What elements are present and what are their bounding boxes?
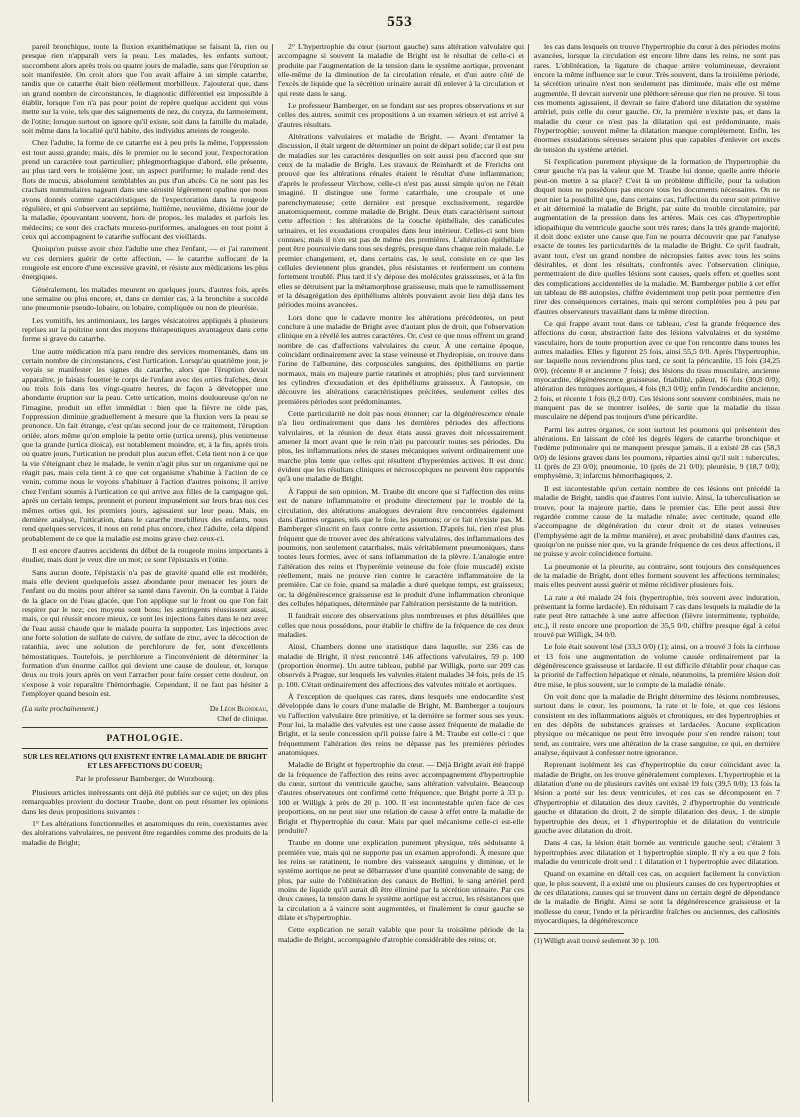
section-rule — [22, 748, 268, 749]
paragraph: Maladie de Bright et hypertrophie du cœur. — Déjà Bright avait été frappé de la fréquence de l'affection des reins avec accompagnement d'hypertrophie du cœur, surtout du ventricule gauche, sans altération valvulaire. Beaucoup d'autres observateurs ont confirmé cette fréquence, que Bright porte à 33 p. 100 et Willigk à près de 20 p. 100. Il est incontestable qu'en face de ces proportions, on ne peut nier une relation de cause à effet entre la maladie de Bright et l'hypertrophie du cœur. Mais par quel mécanisme celle-ci est-elle produite? — [278, 760, 524, 835]
footnote-rule — [534, 933, 624, 934]
paragraph: Ce qui frappe avant tout dans ce tableau, c'est la grande fréquence des affections du cœur, abstraction faite des lésions valvulaires et du système vasculaire, hors de toute proportion avec ce que l'on rencontre dans toutes les autres maladies. Elles y figurent 25 fois, ainsi 55,5 0/0. Après l'hypertrophie, sur laquelle nous reviendrons plus tard, ce sont la péricardite, 15 fois (34,25 0/0), (récente 8 et ancienne 7 fois); des lésions du tissu musculaire, ancienne myocardite, dégénérescence graisseuse, friabilité, pâleur, 16 fois (30,8 0/0); altération des tuniques aortiques, 4 fois (8,3 0/0); enfin l'endocardite ancienne, 2 fois, et récente 1 fois (6,2 0/0). Ces lésions sont souvent combinées, mais ne manquent pas de se montrer isolées, de sorte que la maladie du tissu musculaire ne dépend pas toujours d'une péricardite. — [534, 318, 780, 422]
article-title: SUR LES RELATIONS QUI EXISTENT ENTRE LA MALADIE DE BRIGHT ET LES AFFECTIONS DU COEUR; — [23, 753, 267, 770]
paragraph: Parmi les autres organes, ce sont surtout les poumons qui présentent des altérations. En laissant de côté les degrés légers de catarrhe bronchique et l'œdème pulmonaire qui ne manquent presque jamais, il a existé 28 cas (58,3 0/0) de lésions graves dans les poumons, réparties ainsi qu'il suit : tubercules, 11 (près de 23 0/0); pneumonie, 10 (près de 21 0/0); pleurésie, 9 (18,7 0/0); emphysème, 3; infarctus hémorrhagiques, 2. — [534, 424, 780, 481]
paragraph: Les vomitifs, les antimoniaux, les larges vésicatoires appliqués à plusieurs reprises sur la poitrine sont des moyens thérapeutiques avantageux dans cette forme si grave du catarrhe. — [22, 315, 268, 344]
paragraph: Cette explication ne serait valable que pour la troisième période de la maladie de Bright, accompagnée d'atrophie considérable des reins; or, — [278, 925, 524, 944]
signature-block — [22, 704, 268, 723]
column-right — [534, 42, 780, 1102]
paragraph: On voit donc que la maladie de Bright détermine des lésions nombreuses, surtout dans le cœur, les poumons, la rate et le foie, et que ces lésions consistent en des inflammations aiguës et chroniques, en des hypertrophies et en des dépôts de substances graisses et lardacées. Aucune explication physique ou mécanique ne peut être invoquée pour s'en rendre raison; tout tend, au contraire, vers une altération de la crase sanguine, ce qui, en dernière analyse, équivaut à confesser notre ignorance. — [534, 692, 780, 758]
paragraph: Reprenant isolément les cas d'hypertrophie du cœur coïncidant avec la maladie de Bright, on les trouve généralement complexes. L'hypertrophie et la dilatation d'une ou de plusieurs cavités ont existé 19 fois (39,5 0/0); 13 fois la lésion a porté sur les deux ventricules, et ces cas se décomposent en 7 d'hypertrophie et dilatation des deux cavités, 2 d'hypertrophie du ventricule gauche et dilatation du droit, 2 de simple dilatation des deux, 1 de simple hypertrophie des deux, et 1 d'hypertrophie et de dilatation du ventricule gauche avec dilatation du droit. — [534, 760, 780, 835]
paragraph: Dans 4 cas, la lésion était bornée au ventricule gauche seul; c'étaient 3 hypertrophies avec dilatation et 1 hypertrophie simple. Il n'y a eu que 2 fois maladie du ventricule droit seul : 1 dilatation et 1 hypertrophie avec dilatation. — [534, 838, 780, 866]
article-byline: Par le professeur Bamberger, de Wurzbourg. — [75, 773, 215, 783]
paragraph: Le foie était souvent lésé (33,3 0/0) (1); ainsi, on a trouvé 3 fois la cirrhose et 13 fois une augmentation de volume causée ordinairement par la dégénérescence graisseuse et lardacée. Il est difficile d'établir pour chaque cas la priorité de l'affection hépatique et rénale, néanmoins, la première lésion doit être mise, le plus souvent, sur le compte de la maladie rénale. — [534, 642, 780, 689]
paragraph: Le professeur Bamberger, en se fondant sur ses propres observations et sur celles des autres, soumit ces propositions à un examen sérieux et est arrivé à d'autres résultats. — [278, 101, 524, 129]
paragraph: À l'appui de son opinion, M. Traube dit encore que si l'affection des reins est de nature inflammatoire et produite directement par le trouble de la circulation, des altérations analogues devraient être rencontrées également dans d'autres organes, tels que le foie, les poumons; or ce fait n'existe pas. M. Bamberger s'inscrit en faux contre cette assertion. D'après lui, rien n'est plus fréquent que de trouver avec des altérations valvulaires, des inflammations des poumons, non seulement catarrhales, mais véritablement pneumoniques, dans toutes leurs formes, avec et sans inflammation de la plèvre. L'analogie entre l'altération des reins et l'hyperémie veineuse du foie (foie muscadé) existe réellement, mais ne prouve rien contre le caractère inflammatoire de la première. Car ce foie, quand sa maladie a duré quelque temps, est graisseux; or, la dégénérescence graisseuse est le produit d'une inflammation chronique des cellules hépatiques, déterminée par l'altération persistante de la nutrition. — [278, 486, 524, 608]
paragraph: Quoiqu'on puisse avoir chez l'adulte une chez l'enfant, — et j'ai rarement vu ces derniers guérir de cette affection, — le catarrhe suffocant de la rougeole est encore d'une excessive gravité, et résiste aux médications les plus énergiques. — [22, 244, 268, 282]
paragraph: Altérations valvulaires et maladie de Bright. — Avant d'entamer la discussion, il était urgent de déterminer un point de départ solide; car il est peu de maladies sur les caractères desquelles on soit aussi peu d'accord que sur ceux de la maladie de Bright. Les travaux de Reinhardt et de Frerichs ont prouvé que les altérations rénales étaient le résultat d'une inflammation; d'après le professeur Virchow, celle-ci n'est pas aussi simple qu'on ne l'était imaginé. Il distingue une forme catarrhale, une croupale et une parenchymateuse; cette dernière est presque exclusivement, regardée anatomiquement, comme maladie de Bright. Deux états caractérisent surtout cette affection : les altérations de la couche épithéliale, des canalicules urinaires, et les exsudations croupales dans leur intérieur. Celles-ci sont bien connues; mais il n'en est pas de même des premières. L'altération épithéliale peut être poursuivie dans tous ses degrés, presque dans chaque rein malade. Le premier changement, et, dans certains cas, le seul, consiste en ce que les cellules deviennent plus grandes, plus résistantes et renferment un contenu fortement troublé. Plus tard il s'y dépose des molécules graisseuses, et à la fin elles se détruisent par la métamorphose graisseuse, mais que le ramollissement et la désagrégation des épithéliums altérés pouvaient avoir lieu déjà dans les périodes moins avancées. — [278, 132, 524, 310]
paragraph: Chez l'adulte, la forme de ce catarrhe est à peu près la même, l'oppression est tout aussi grande; mais, dès le premier ou le second jour, l'expectoration prend un caractère tout particulier; phlegmorrhagique d'abord, elle présente, au plus tard vers le troisième jour, un aspect puriforme; le malade rend des flots de mucus, absolument semblables au pus d'un abcès. Ce ne sont pas les crachats nummulaires nageant dans une sérosité légèrement opaline que nous avons donnés comme caractéristiques de l'expectoration dans la rougeole régulière, et qui s'observent au septième, huitième, neuvième, dixième jour de la maladie, épouvantant souvent, hors de propos, les malades et parfois les médecins; ce sont des crachats muceso-puriformes, analogues en tout point à ceux qui accompagnent le catarrhe suffocant des vieillards. — [22, 138, 268, 241]
paragraph: 1° Les altérations fonctionnelles et anatomiques du rein, coexistantes avec des altérations valvulaires, ne peuvent être regardées comme des produits de la maladie de Bright; — [22, 818, 268, 847]
paragraph: Une autre médication m'a paru rendre des services momentanés, dans un certain nombre de circonstances, c'est l'urtication. Lorsqu'au quatrième jour, je voyais se manifester les signes du catarrhe, alors que l'éruption devait apparaître, je faisais fouetter le corps de l'enfant avec des orties fraîches, deux ou trois fois dans les vingt-quatre heures, de façon à développer une abondante éruption sur la peau. Cette urtication, moins douloureuse qu'on ne l'imagine, produit un effet immédiat : bien que la fièvre ne cède pas, l'oppression diminue graduellement à mesure que la fluxion vers la peau se prononce. Un fait étrange, c'est qu'au second jour de ce traitement, l'éruption ortiée, alors même qu'on emploie la petite ortie (urtica urens), plus venimeuse que la grande (urtica dioica), est notablement moindre, et, à la fin, après trois ou quatre jours, l'urtication ne produit plus aucun effet. Cela tient non à ce que la vie s'éteignant chez le malade, le venin n'agit plus sur un organisme qui ne réagit pas, mais cela tient à ce que cet organisme s'habitue à l'action de ce venin, comme nous le voyons s'habituer à l'action d'autres poisons; il arrive chez l'enfant soumis à l'urtication ce qui arrive aux filles de la campagne qui, après un certain temps, prennent et portent impunément sur leurs bras nus ces mêmes orties qui, les premiers jours, agissaient sur leur peau. Mais, en dernière analyse, l'urtication, dans le catarrhe morbilleux des enfants, nous rend quelques services, il nous en rend plus encore, chez l'adulte, cela dépend probablement de ce que la maladie est moins grave chez ceux-ci. — [22, 346, 268, 543]
paragraph: Plusieurs articles intéressants ont déjà été publiés sur ce sujet; un des plus remarquables provient du docteur Traube, dont on peut résumer les opinions dans les deux propositions suivantes : — [22, 787, 268, 816]
paragraph: Quand on examine en détail ces cas, on acquiert facilement la conviction que, le plus souvent, il a existé une ou plusieurs causes de ces hypertrophies et de ces dilatations, causes qui se trouvent dans un certain degré de dépendance de la maladie de Bright. Ainsi se sont la dégénérescence graisseuse et la mollesse du cœur, l'endo et la péricardite fraîches ou anciennes, des callosités myocardiques, la dégénérescence — [534, 869, 780, 925]
column-divider — [528, 44, 529, 1102]
author-name: Dr Léon Blondeau, — [209, 704, 268, 714]
paragraph: Généralement, les malades meurent en quelques jours, d'autres fois, après une semaine ou plus encore, et, dans ce dernier cas, à la bronchite a succédé une pneumonie pseudo-lobaire, ou lobaire, compliquée ou non de pleurésie. — [22, 284, 268, 313]
column-divider — [272, 44, 273, 1102]
paragraph: Il est encore d'autres accidents du début de la rougeole moins importants à étudier, mais dont je veux dire un mot; ce sont l'épistaxis et l'otite. — [22, 545, 268, 565]
paragraph: Si l'explication purement physique de la formation de l'hypertrophie du cœur gauche n'a pas la valeur que M. Traube lui donne, quelle autre théorie peut-on mettre à sa place? C'est là un problème difficile, pour la solution duquel nous ne possédons pas encore tous les documents nécessaires. On ne peut nier la possibilité que, dans certains cas, l'affection du cœur soit primitive et ait déterminé la maladie de Bright, par suite du trouble circulatoire, par augmentation de la pression dans les artères. Mais ces cas d'hypertrophie idiopathique du ventricule gauche sont très rares; dans la très grande majorité, il doit donc exister une cause que l'on ne pourra découvrir que par l'analyse exacte de toutes les particularités de la maladie de Bright. Ce qu'il faudrait, avant tout, c'est un grand nombre de nécropsies faites avec tous les soins désirables, et dont les résultats, confrontés avec l'observation clinique, permettraient de dire quelles lésions sont causes, quels effets et quelles sont des complications accidentelles de la maladie. M. Bamberger publie à cet effet un tableau de 88 autopsies, chiffre évidemment trop petit pour permettre d'en tirer des conséquences certaines, mais qui seront complétées peu à peu par d'autres observateurs travaillant dans la même direction. — [534, 157, 780, 316]
paragraph: les cas dans lesquels on trouve l'hypertrophie du cœur à des périodes moins avancées, lorsque la circulation est encore libre dans les reins, ne sont pas rares. L'oblitération, la ligature de chaque artère volumineuse, devraient encore la même influence sur le cœur. Très souvent, dans la troisième période, la sécrétion urinaire n'est non seulement pas diminuée, mais elle est même augmentée. Il devrait survenir une pléthore séreuse que rien ne prouve. Si tous ces moments agissaient, il devrait se faire d'abord une dilatation du système artériel, puis celle du cœur gauche. Or, la première n'existe pas, et dans la maladie du cœur ce n'est pas la dilatation qui est prédominante, mais l'hypertrophie; souvent même la dilatation manque complètement. Enfin, les énormes exsudations séreuses seraient plus que capables d'enlever cet excès de tension du système artériel. — [534, 42, 780, 154]
paragraph: Sans aucun doute, l'épistaxis n'a pas de gravité quand elle est modérée, mais elle devient quelquefois assez abondante pour menacer les jours de l'enfant ou du moins pour altérer sa santé dans l'avenir. On la combat à l'aide de la glace ou de l'eau glacée, que l'on applique sur le front ou que l'on fait respirer par le nez; ces moyens sont bons; les astringents réussissent aussi, mais, ce qui réussit encore mieux, ce sont les injections faites dans le nez avec de l'eau aussi chaude que le malade pourra la supporter. Les injections avec une forte solution de sulfate de cuivre, de sulfate de zinc, avec la décoction de ratanhia, avec une solution de perchlorure de fer, sont d'excellents hémostatiques. Toutefois, je perchlorure a l'inconvénient de déterminer la formation d'un énorme caillot qui devient une cause de douleur, et, lorsque deux ou trois jours après on veut l'arracher pour faire cesser cette douleur, on s'expose à voir reparaître l'hémorrhagie. Cependant, il ne faut pas hésiter à l'employer quand besoin est. — [22, 567, 268, 699]
to-be-continued-note: (La suite prochainement.) — [22, 704, 99, 714]
column-left — [22, 42, 268, 1102]
paragraph: Ainsi, Chambers donne une statistique dans laquelle, sur 236 cas de maladie de Bright, il n'est rencontré 146 affections valvulaires, 59 p. 100 (proportion énorme). Un autre tableau, publié par Willigk, porte sur 209 cas observés à Prague, sur lesquels les valvules étaient malades 34 fois, près de 15 p. 100. C'était ordinairement des affections des valvules mitrale et aortiques. — [278, 642, 524, 689]
paragraph: Il est incontestable qu'un certain nombre de ces lésions ont précédé la maladie de Bright, tandis que d'autres l'ont suivie. Ainsi, la tuberculisation se trouve, pour la majeure partie, dans le premier cas. Elle peut aussi être regardée comme cause de la maladie rénale; avec certitude, quand elle s'accompagne de dégénération du cœur droit et de stases veineuses (l'emphysème agit de la même manière), et avec probabilité dans d'autres cas, quoiqu'on ne puisse nier que, vu la grande fréquence de ces deux affections, il ne puisse y avoir coïncidence fortuite. — [534, 483, 780, 559]
author-role: Chef de clinique. — [217, 713, 268, 723]
paragraph: La pneumonie et la pleurite, au contraire, sont toujours des conséquences de la maladie de Bright, dont elles forment souvent les affections terminales; mais elles peuvent aussi guérir et même récidiver plusieurs fois. — [534, 561, 780, 590]
paragraph: Lors donc que le cadavre montre les altérations précédentes, on peut conclure à une maladie de Bright avec d'autant plus de droit, que l'observation clinique en a révélé les autres caractères. Or, c'est ce que nous offrent un grand nombre de cas d'affections valvulaires du cœur. À une certaine époque, coïncidant ordinairement avec la stase veineuse et l'hydropisie, on trouve dans l'urine de l'albumine, des corpuscules sanguins, des épithéliums en partie normaux, mais en majeure partie ratatinés et atrophiés; plus tard surviennent les cylindres d'exsudation et des épithéliums graisseux. À l'autopsie, on découvre les altérations caractéristiques précitées, seulement celles des premières périodes sont prédominantes. — [278, 312, 524, 406]
paragraph: Il faudrait encore des observations plus nombreuses et plus détaillées que celles que nous possédons, pour établir le chiffre de la fréquence de ces deux maladies. — [278, 611, 524, 639]
section-title: PATHOLOGIE. — [106, 734, 184, 745]
paragraph: 2° L'hypertrophie du cœur (surtout gauche) sans altération valvulaire qui accompagne si souvent la maladie de Bright est le résultat de celle-ci et produite par l'augmentation de la tension dans le système aortique, provenant elle-même de la diminution de la circulation rénale, et d'un autre côté de l'excès de liquide que la sécrétion urinaire aurait dû enlever à la circulation et qui reste dans le sang. — [278, 42, 524, 98]
paragraph: À l'exception de quelques cas rares, dans lesquels une endocardite s'est développée dans le cours d'une maladie de Bright, M. Bamberger a toujours vu l'affection valvulaire être primitive, et la dernière se former sous ses yeux. Pour lui, la maladie des valvules est une cause assez fréquente de maladie de Bright, et la seule concession qu'il puisse faire à M. Traube est celle-ci : que fréquemment l'altération des reins ne dépasse pas les premières périodes anatomiques. — [278, 692, 524, 758]
paragraph: Traube en donne une explication purement physique, très séduisante à première vue, mais qui ne supporte pas un examen approfondi. À mesure que les reins se ratatinent, le nombre des vaisseaux sanguins y diminue, et le système aortique ne peut se débarrasser d'une quantité convenable de sang; de plus, par suite de l'oblitération des canaux de Bellini, le sang artériel perd moins de liquide qu'il aurait dû être éliminé par la sécrétion urinaire. Par ces deux causes, la tension dans le système aortique est accrue, les résistances que la circulation a à vaincre sont augmentées, et finalement le cœur gauche se dilate et s'hypertrophie. — [278, 838, 524, 922]
paragraph: Cette particularité ne doit pas nous étonner; car la dégénérescence rénale n'a lieu ordinairement que dans les dernières périodes des affections valvulaires, et la réunion de deux états aussi graves doit nécessairement amener la mort avant que le rein n'ait pu parcourir toutes ses périodes. Du plus, les inflammations nées de stases mécaniques suivent ordinairement une marche plus lente que celles qui résultent d'hyperémies actives. Il est donc évident que les résultats cliniques et nécroscopiques ne peuvent être rapportés qu'à une maladie de Bright. — [278, 409, 524, 484]
section-rule — [22, 727, 268, 728]
page-number: 553 — [387, 14, 413, 30]
column-middle — [278, 42, 524, 1102]
author-signature — [210, 704, 268, 723]
paragraph: pareil bronchique, toute la fluxion exanthématique se faisant là, rien ou presque rien n'apparaît vers la peau. Les malades, les enfants surtout, succombent alors après trois ou quatre jours de maladie, sans que l'éruption se soit manifestée. On croit alors que l'on avait affaire à un simple catarrhe, tandis que ce catarrhe était bien réellement morbilleux. J'ajouterai que, dans un grand nombre de circonstances, le diagnostic différentiel est impossible à établir, lorsque l'on n'a pas pour point de repère quelque accident qui vous mette sur la voie, tels que des saignements de nez, du coryza, du larmoiement, de l'otite; lorsque surtout on ignore qu'il existe, soit dans la famille du malade, soit même dans la localité qu'il habite, des individus atteints de rougeole. — [22, 42, 268, 136]
paragraph: La rate a été malade 24 fois (hypertrophie, très souvent avec induration, présentant la forme lardacée). En réduisant 7 cas dans lesquels la maladie de la rate peut être rattachée à une autre affection (fièvre intermittente, typhoïde, etc.), il reste encore une proportion de 35,5 0/0, chiffre presque égal à celui trouvé par Willigk, 34 0/0. — [534, 592, 780, 639]
footnote: (1) Willigh avait trouvé seulement 30 p. 100. — [534, 937, 660, 946]
